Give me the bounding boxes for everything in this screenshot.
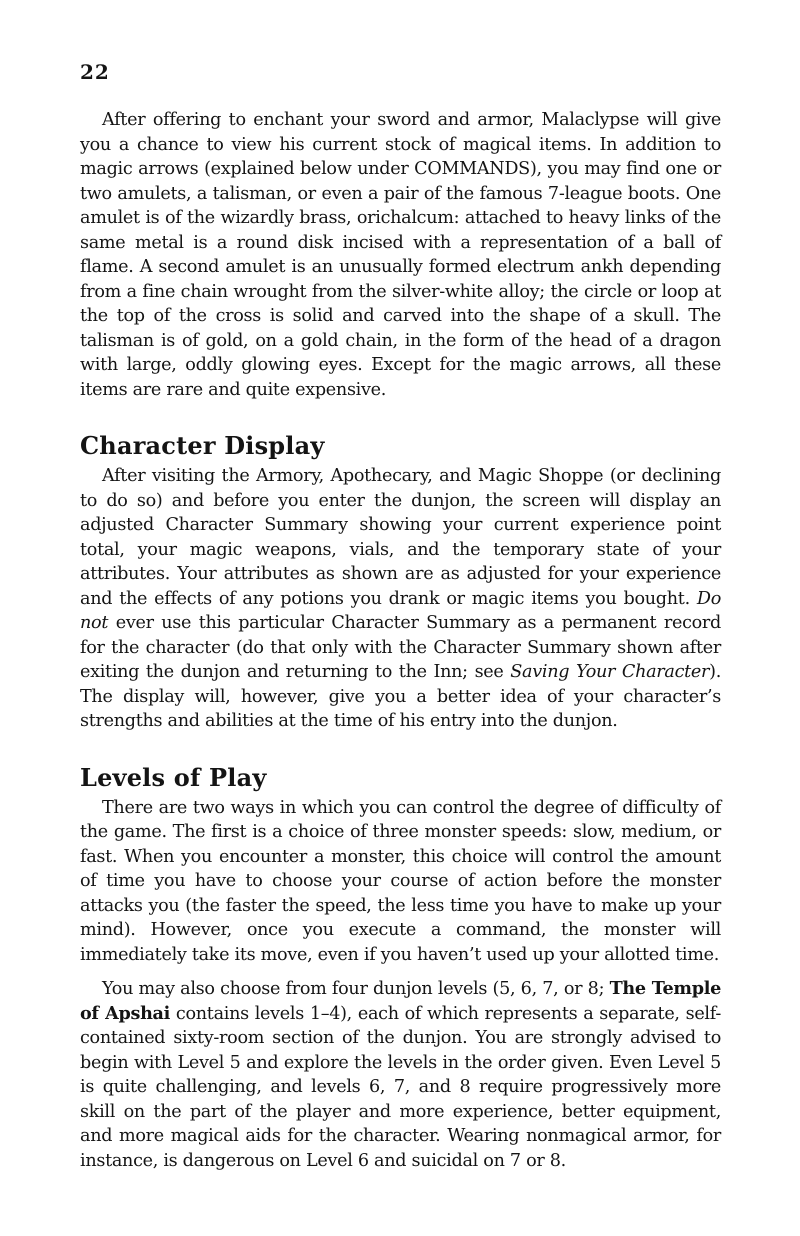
levels-text-1: You may also choose from four dunjon levels (5, 6, 7, or 8; — [102, 979, 605, 999]
character-display-text-2: ever use this particular Character Summary as a permanent record for the character (do that only with the Character Summary shown after exiting the dunjon and returning to the Inn; see — [80, 613, 722, 682]
emphasis-do-not: Do not — [80, 588, 722, 633]
levels-text-2: contains levels 1–4), each of which represents a separate, self-contained sixty-room section of the dunjon. You are strongly advised to begin with Level 5 and explore the levels in the order given. Even Level 5 is quite challenging, and levels 6, 7, and 8 require progressively more skill on the part of the player and more experience, better equipment, and more magical aids for the character. Wearing nonmagical armor, for instance, is dangerous on Level 6 and suicidal on 7 or 8. — [80, 1003, 721, 1171]
section-heading-character-display: Character Display — [80, 431, 325, 460]
page-content — [80, 108, 721, 1173]
intro-paragraph: After offering to enchant your sword and armor, Malaclypse will give you a chance to view his current stock of magical items. In addition to magic arrows (explained below under COMMANDS), you may find one or two amulets, a talisman, or even a pair of the famous 7-league boots. One amulet is of the wizardly brass, orichalcum: attached to heavy links of the same metal is a round disk incised with a representation of a ball of flame. A second amulet is an unusually formed electrum ankh depending from a fine chain wrought from the silver-white alloy; the circle or loop at the top of the cross is solid and carved into the shape of a skull. The talisman is of gold, on a gold chain, in the form of the head of a dragon with large, oddly glowing eyes. Except for the magic arrows, all these items are rare and quite expensive. — [80, 110, 721, 400]
levels-of-play-paragraph-1: There are two ways in which you can control the degree of difficulty of the game. The first is a choice of three monster speeds: slow, medium, or fast. When you encounter a monster, this choice will control the amount of time you have to choose your course of action before the monster attacks you (the faster the speed, the less time you have to make up your mind). However, once you execute a command, the monster will immediately take its move, even if you haven’t used up your allotted time. — [80, 797, 721, 965]
section-heading-levels-of-play: Levels of Play — [80, 762, 267, 792]
character-display-text-3: ). The display will, however, give you a better idea of your character’s strengths and abilities at the time of his entry into the dunjon. — [80, 662, 722, 731]
character-display-text-1: After visiting the Armory, Apothecary, and Magic Shoppe (or declining to do so) and before you enter the dunjon, the screen will display an adjusted Character Summary showing your current experience point total, your magic weapons, vials, and the temporary state of your attributes. Your attributes as shown are as adjusted for your experience and the effects of any potions you drank or magic items you bought. — [80, 466, 721, 609]
emphasis-saving-your-character: Saving Your Character — [510, 662, 710, 682]
page-number: 22 — [80, 60, 110, 84]
character-display-paragraph — [80, 464, 721, 734]
levels-of-play-paragraph-2 — [80, 977, 721, 1173]
game-title-temple-of-apshai: The Temple of Apshai — [80, 978, 722, 1024]
